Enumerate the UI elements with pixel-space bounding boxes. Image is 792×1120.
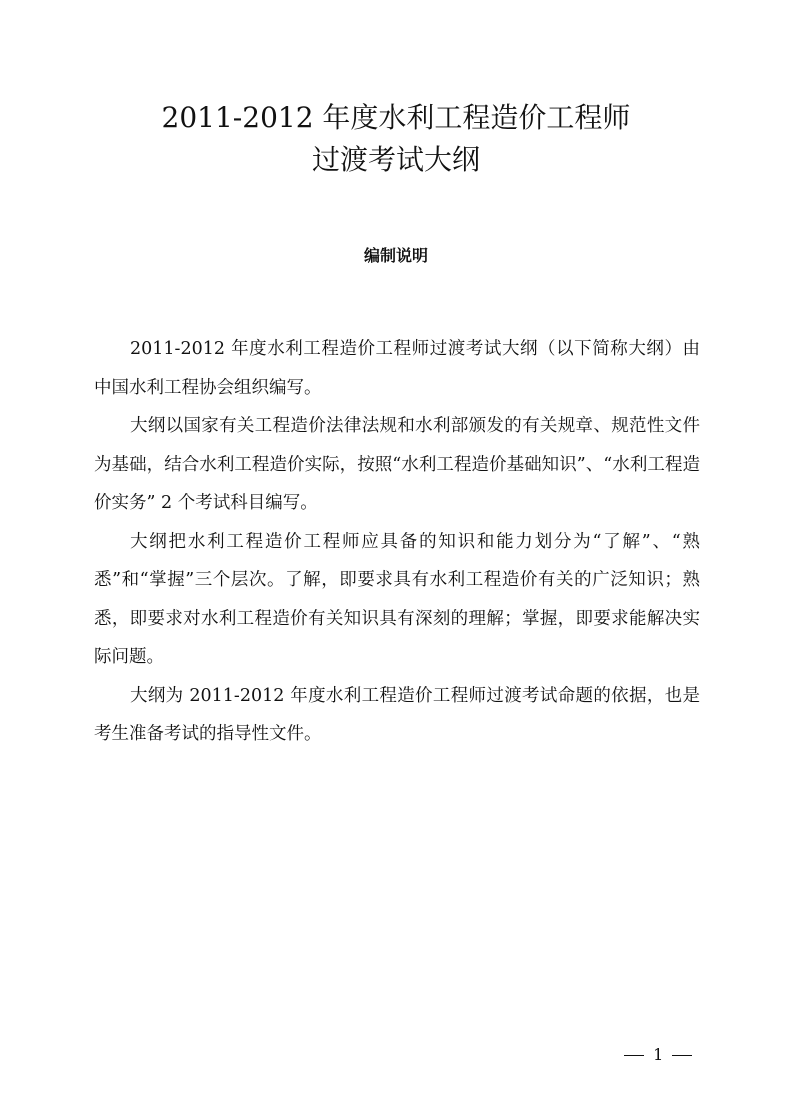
paragraph: 大纲把水利工程造价工程师应具备的知识和能力划分为“了解”、“熟悉”和“掌握”三个层次。了解，即要求具有水利工程造价有关的广泛知识；熟悉，即要求对水利工程造价有关知识具有深刻的理解；掌握，即要求能解决实际问题。 [94,531,700,667]
page-number: 1 [653,1045,664,1064]
document-title-line-2: 过渡考试大纲 [311,143,480,176]
dash-right [672,1055,692,1056]
paragraph: 大纲以国家有关工程造价法律法规和水利部颁发的有关规章、规范性文件为基础，结合水利工程造价实际，按照“水利工程造价基础知识”、“水利工程造价实务” 2 个考试科目编写。 [94,416,700,513]
document-body [94,330,700,754]
document-title-line-1: 2011-2012 年度水利工程造价工程师 [161,101,631,134]
dash-left [624,1055,644,1056]
page-number-footer [620,1045,696,1065]
section-heading: 编制说明 [363,246,428,265]
paragraph: 大纲为 2011-2012 年度水利工程造价工程师过渡考试命题的依据，也是考生准备考试的指导性文件。 [94,685,700,744]
paragraph: 2011-2012 年度水利工程造价工程师过渡考试大纲（以下简称大纲）由中国水利工程协会组织编写。 [94,339,700,398]
